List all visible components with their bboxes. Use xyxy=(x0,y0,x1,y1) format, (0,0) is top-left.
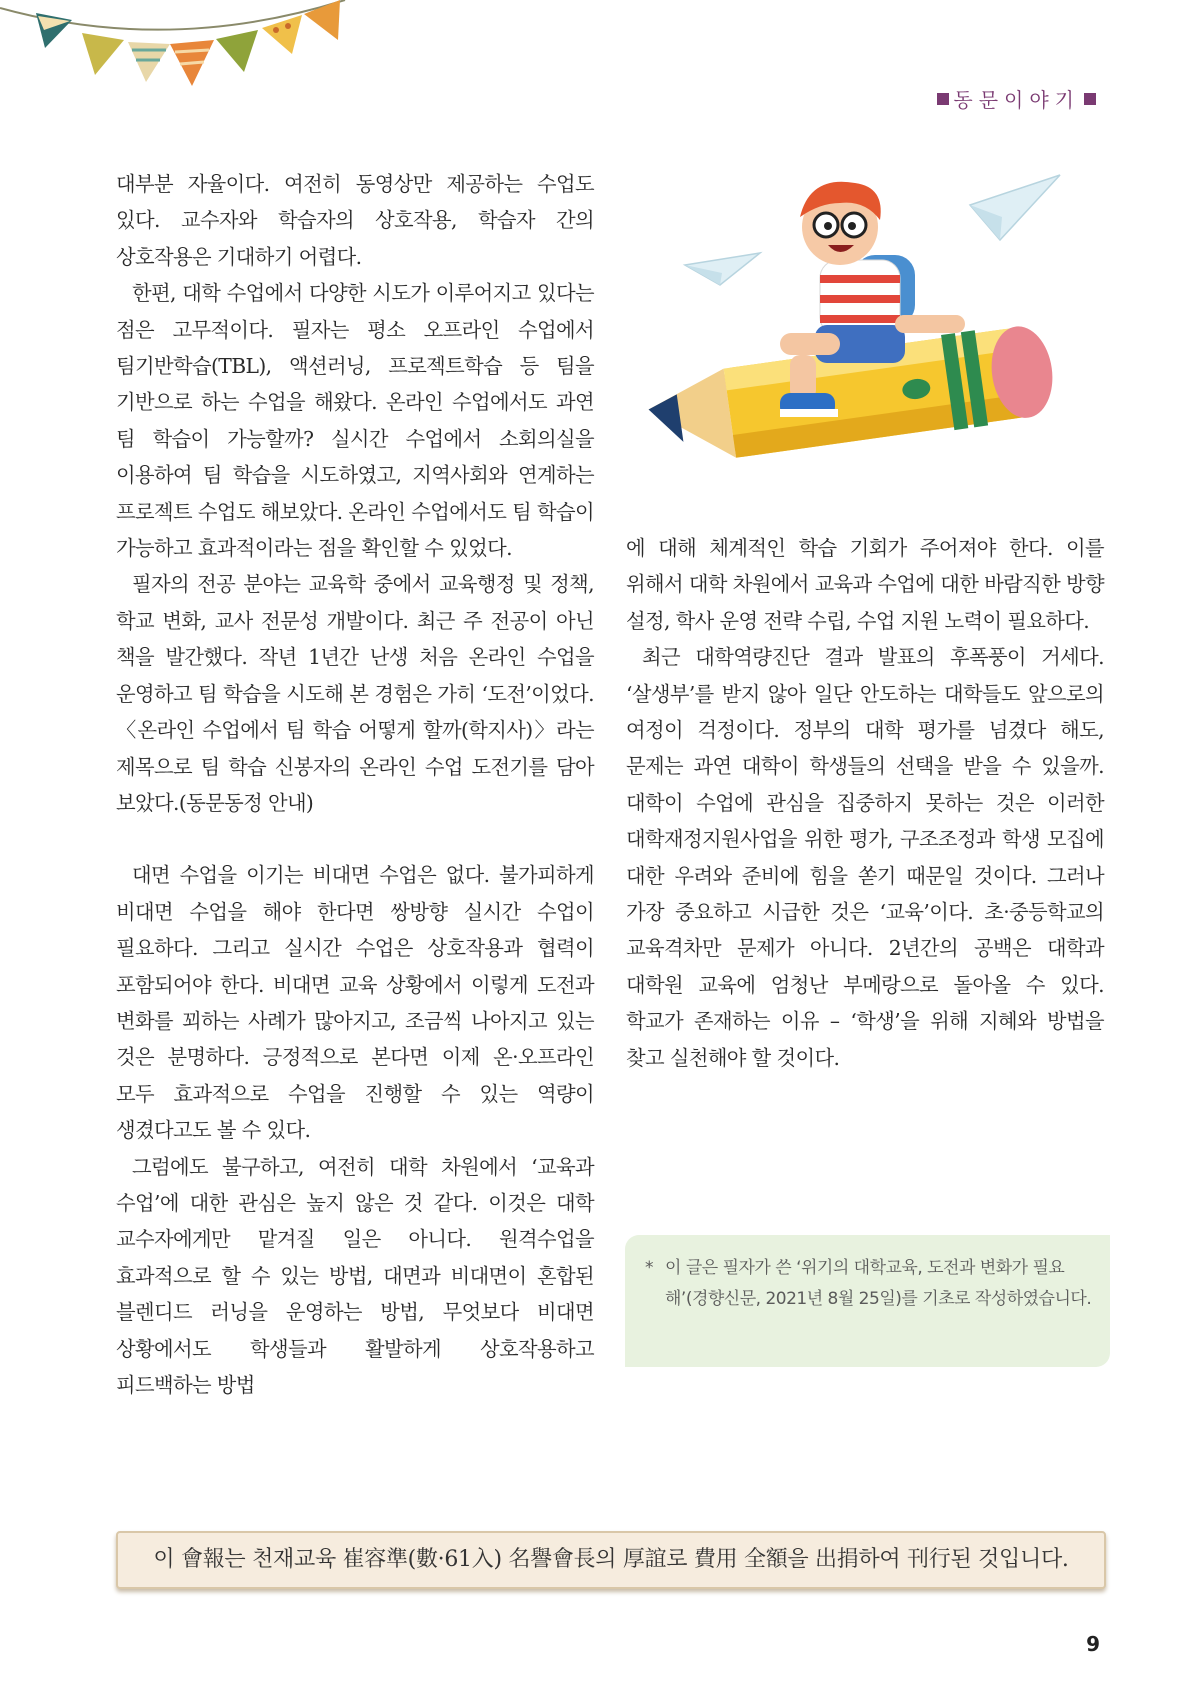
page-number: 9 xyxy=(1086,1632,1100,1656)
paragraph: 필자의 전공 분야는 교육학 중에서 교육행정 및 정책, 학교 변화, 교사 전문성 개발이다. 최근 주 전공이 아닌 책을 발간했다. 작년 1년간 난생 처음 온라인 수업을 운영하고 팀 학습을 시도해 본 경험은 가히 ‘도전’이었다. 〈온라인 수업에서 팀 학습 어떻게 할까(학지사)〉라는 제목으로 팀 학습 신봉자의 온라인 수업 도전기를 담아 보았다.(동문동정 안내) xyxy=(116,572,594,815)
paper-plane-icon xyxy=(970,175,1060,240)
sponsor-banner: 이 會報는 천재교육 崔容準(數·61入) 名譽會長의 厚誼로 費用 全額을 出捐하여 刊行된 것입니다. xyxy=(116,1531,1106,1589)
source-note xyxy=(625,1235,1110,1367)
paragraph: 최근 대학역량진단 결과 발표의 후폭풍이 거세다. ‘살생부’를 받지 않아 일단 안도하는 대학들도 앞으로의 여정이 걱정이다. 정부의 대학 평가를 넘겼다 해도, 문제는 과연 대학이 학생들의 선택을 받을 수 있을까. 대학이 수업에 관심을 집중하지 못하는 것은 이러한 대학재정지원사업을 위한 평가, 구조조정과 학생 모집에 대한 우려와 준비에 힘을 쏟기 때문일 것이다. 그러나 가장 중요하고 시급한 것은 ‘교육’이다. 초·중등학교의 교육격차만 문제가 아니다. 2년간의 공백은 대학과 대학원 교육에 엄청난 부메랑으로 돌아올 수 있다. 학교가 존재하는 이유 – ‘학생’을 위해 지혜와 방법을 찾고 실천해야 할 것이다. xyxy=(626,645,1104,1070)
paper-plane-icon xyxy=(685,253,760,285)
square-bullet-icon xyxy=(1084,93,1096,105)
article-left-column xyxy=(116,166,594,1403)
section-label: 동문이야기 xyxy=(933,84,1100,113)
paragraph: 대면 수업을 이기는 비대면 수업은 없다. 불가피하게 비대면 수업을 해야 한다면 쌍방향 실시간 수업이 필요하다. 그리고 실시간 수업은 상호작용과 협력이 포함되어야 한다. 비대면 교육 상황에서 이렇게 도전과 변화를 꾀하는 사례가 많아지고, 조금씩 나아지고 있는 것은 분명하다. 긍정적으로 본다면 이제 온·오프라인 모두 효과적으로 수업을 진행할 수 있는 역량이 생겼다고도 볼 수 있다. xyxy=(116,863,594,1143)
boy-on-pencil-illustration xyxy=(640,165,1080,495)
square-bullet-icon xyxy=(937,93,949,105)
bunting-decoration xyxy=(0,0,360,95)
note-marker: * xyxy=(645,1258,653,1278)
paragraph: 그럼에도 불구하고, 여전히 대학 차원에서 ‘교육과 수업’에 대한 관심은 높지 않은 것 같다. 이것은 대학 교수자에게만 맡겨질 일은 아니다. 원격수업을 효과적으로 할 수 있는 방법, 대면과 비대면이 혼합된 블렌디드 러닝을 운영하는 방법, 무엇보다 비대면 상황에서도 학생들과 활발하게 상호작용하고 피드백하는 방법 xyxy=(116,1154,594,1397)
note-text: 이 글은 필자가 쓴 ‘위기의 대학교육, 도전과 변화가 필요해’(경향신문, 2021년 8월 25일)를 기초로 작성하였습니다. xyxy=(665,1258,1092,1309)
paragraph: 에 대해 체계적인 학습 기회가 주어져야 한다. 이를 위해서 대학 차원에서 교육과 수업에 대한 바람직한 방향 설정, 학사 운영 전략 수립, 수업 지원 노력이 필요하다. xyxy=(626,536,1104,633)
paragraph: 한편, 대학 수업에서 다양한 시도가 이루어지고 있다는 점은 고무적이다. 필자는 평소 오프라인 수업에서 팀기반학습(TBL), 액션러닝, 프로젝트학습 등 팀을 기반으로 하는 수업을 해왔다. 온라인 수업에서도 과연 팀 학습이 가능할까? 실시간 수업에서 소회의실을 이용하여 팀 학습을 시도하였고, 지역사회와 연계하는 프로젝트 수업도 해보았다. 온라인 수업에서도 팀 학습이 가능하고 효과적이라는 점을 확인할 수 있었다. xyxy=(116,281,594,561)
article-right-column xyxy=(626,530,1104,1076)
paragraph: 대부분 자율이다. 여전히 동영상만 제공하는 수업도 있다. 교수자와 학습자의 상호작용, 학습자 간의 상호작용은 기대하기 어렵다. xyxy=(116,172,594,269)
